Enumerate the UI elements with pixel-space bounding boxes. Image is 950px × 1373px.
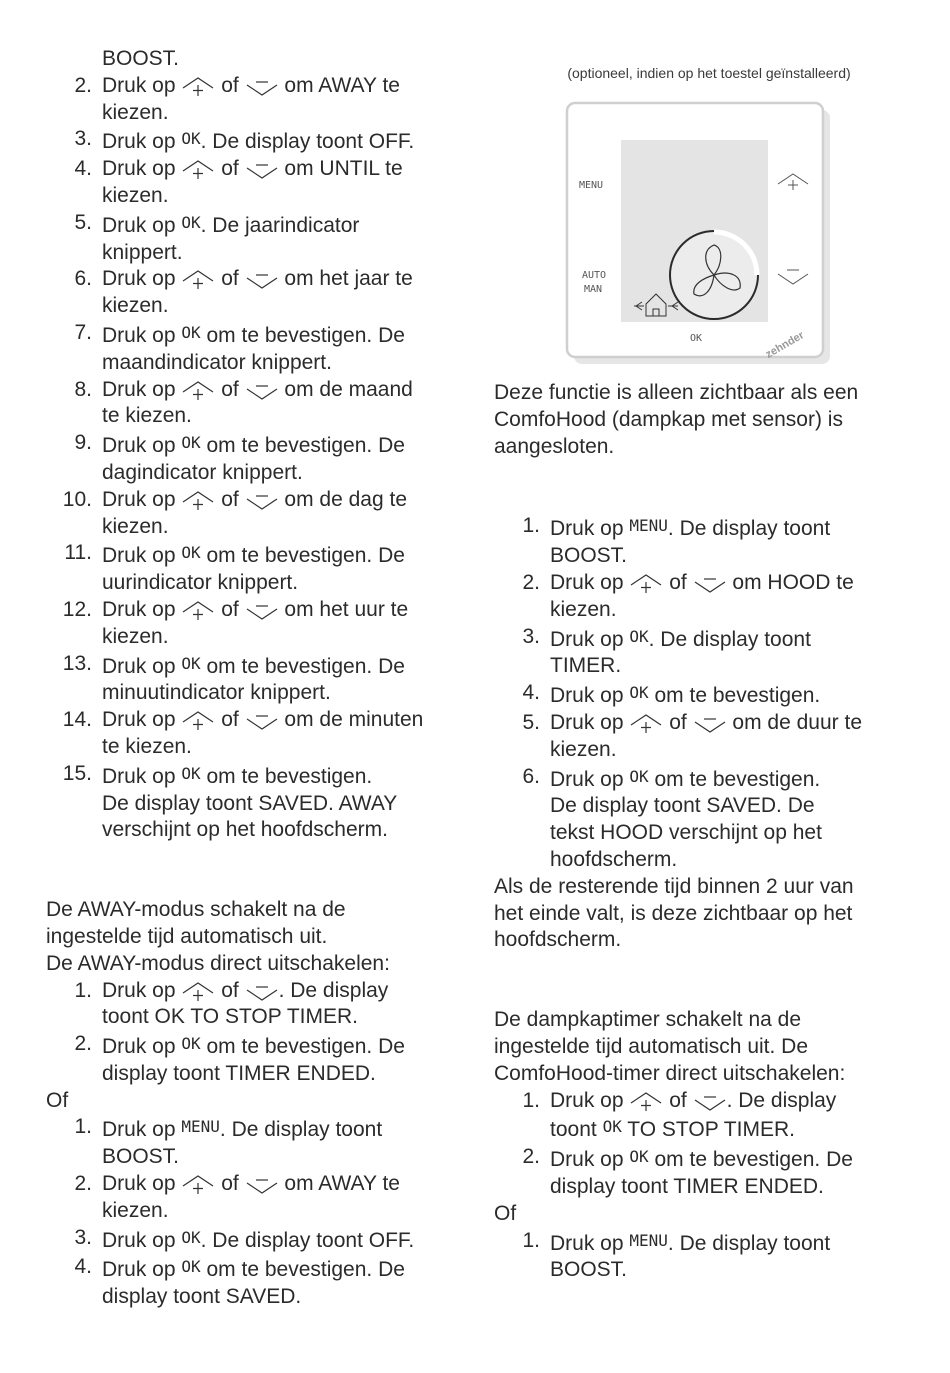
- down-arrow-icon: [245, 379, 279, 401]
- list-item: 12. Druk op of om het uur te kiezen.: [62, 597, 409, 648]
- down-arrow-icon: [245, 158, 279, 180]
- hood-steps: [494, 513, 904, 873]
- hood-timer-auto-off-text: De dampkaptimer schakelt na de ingestelde tijd automatisch uit. De ComfoHood-timer direct uitschakelen:: [494, 1008, 846, 1085]
- list-item: 1. Druk op of . De display toont OK TO STOP TIMER.: [522, 1088, 837, 1142]
- ok-key: OK: [181, 1227, 201, 1247]
- list-item: 4. Druk op of om UNTIL te kiezen.: [74, 157, 403, 207]
- ok-key: OK: [629, 626, 649, 646]
- list-item: 2. Druk op of om AWAY te kiezen.: [74, 73, 400, 124]
- ok-key: OK: [181, 653, 201, 673]
- ok-key: OK: [181, 322, 201, 342]
- ok-key: OK: [602, 1117, 622, 1137]
- down-arrow-icon: [245, 75, 279, 97]
- up-arrow-icon: [181, 709, 215, 731]
- or-text: Of: [46, 1088, 69, 1112]
- ok-key: OK: [181, 1034, 201, 1054]
- list-item: 6. Druk op of om het jaar te kiezen.: [74, 267, 413, 318]
- remaining-time-text: Als de resterende tijd binnen 2 uur van het einde valt, is deze zichtbaar op het hoofdscherm.: [494, 874, 854, 952]
- list-item: 1. Druk op MENU. De display toont BOOST.: [522, 514, 831, 568]
- list-item: 2. Druk op of om HOOD te kiezen.: [522, 570, 854, 621]
- up-arrow-icon: [181, 980, 215, 1002]
- up-arrow-icon: [181, 158, 215, 180]
- down-arrow-icon: [693, 712, 727, 734]
- up-arrow-icon: [181, 268, 215, 290]
- away-until-steps: [46, 46, 466, 844]
- up-arrow-icon: [629, 572, 663, 594]
- list-item: 7. Druk op OK om te bevestigen. De maandindicator knippert.: [74, 320, 405, 374]
- hood-stop-steps: [494, 1088, 904, 1201]
- list-item: 11. Druk op OK om te bevestigen. De uurindicator knippert.: [64, 541, 405, 595]
- list-item: 10. Druk op of om de dag te kiezen.: [62, 487, 408, 538]
- ok-button-label: OK: [690, 333, 703, 344]
- up-arrow-icon: [181, 379, 215, 401]
- or-text: Of: [494, 1201, 517, 1225]
- down-arrow-icon: [245, 268, 279, 290]
- ok-key: OK: [629, 1147, 649, 1167]
- list-item: 4. Druk op OK om te bevestigen.: [522, 681, 821, 708]
- ok-key: OK: [181, 129, 201, 149]
- list-item: 1. Druk op MENU. De display toont BOOST.: [522, 1228, 831, 1282]
- list-item: 5. Druk op of om de duur te kiezen.: [522, 710, 863, 761]
- ok-key: OK: [181, 763, 201, 783]
- list-item: 3. Druk op OK. De display toont TIMER.: [522, 624, 811, 678]
- list-item: 14. Druk op of om de minuten te kiezen.: [62, 708, 424, 758]
- list-item: 4. Druk op OK om te bevestigen. De display toont SAVED.: [74, 1255, 405, 1309]
- away-auto-off-text: De AWAY-modus schakelt na de ingestelde tijd automatisch uit. De AWAY-modus direct uitschakelen:: [46, 898, 390, 975]
- auto-button-label: AUTO: [582, 270, 607, 281]
- device-caption: (optioneel, indien op het toestel geïnstalleerd): [567, 65, 851, 81]
- list-item: 8. Druk op of om de maand te kiezen.: [74, 377, 413, 428]
- ok-key: OK: [181, 543, 201, 563]
- menu-key: MENU: [629, 516, 668, 536]
- ok-key: OK: [181, 212, 201, 232]
- up-arrow-icon: [629, 712, 663, 734]
- list-item: 5. Druk op OK. De jaarindicator knippert.: [74, 210, 360, 264]
- control-unit-illustration: [564, 100, 844, 370]
- list-item: 1. Druk op of . De display toont OK TO STOP TIMER.: [74, 978, 389, 1029]
- list-item: 13. Druk op OK om te bevestigen. De minuutindicator knippert.: [62, 651, 405, 705]
- down-arrow-icon: [693, 1090, 727, 1112]
- list-item: 6. Druk op OK om te bevestigen. De display toont SAVED. De tekst HOOD verschijnt op het hoofdscherm.: [522, 764, 822, 871]
- down-arrow-icon: [693, 572, 727, 594]
- down-arrow-icon: [245, 489, 279, 511]
- up-arrow-icon: [181, 489, 215, 511]
- up-arrow-icon: [629, 1090, 663, 1112]
- menu-key: MENU: [181, 1117, 220, 1137]
- list-item: 9. Druk op OK om te bevestigen. De dagindicator knippert.: [74, 431, 405, 484]
- down-arrow-icon: [245, 980, 279, 1002]
- down-arrow-icon: [245, 1173, 279, 1195]
- ok-key: OK: [181, 1257, 201, 1277]
- brand-logo: zehnder: [763, 329, 807, 361]
- list-item: 2. Druk op of om AWAY te kiezen.: [74, 1172, 400, 1222]
- list-item: BOOST.: [102, 47, 180, 70]
- list-item: 1. Druk op MENU. De display toont BOOST.: [74, 1115, 383, 1169]
- list-item: 2. Druk op OK om te bevestigen. De display toont TIMER ENDED.: [74, 1032, 405, 1085]
- down-arrow-icon: [245, 599, 279, 621]
- away-alt-steps: [46, 1114, 466, 1311]
- down-arrow-icon: [245, 709, 279, 731]
- up-arrow-icon: [181, 599, 215, 621]
- list-item: 3. Druk op OK. De display toont OFF.: [74, 127, 415, 154]
- ok-key: OK: [629, 683, 649, 703]
- away-stop-steps: [46, 978, 466, 1088]
- man-button-label: MAN: [584, 284, 603, 295]
- ok-key: OK: [181, 433, 201, 453]
- list-item: 2. Druk op OK om te bevestigen. De display toont TIMER ENDED.: [522, 1145, 853, 1198]
- comfohood-intro: Deze functie is alleen zichtbaar als een ComfoHood (dampkap met sensor) is aangesloten.: [494, 381, 859, 458]
- right-column: [494, 64, 904, 1284]
- up-arrow-icon: [181, 75, 215, 97]
- menu-button-label: MENU: [579, 180, 604, 191]
- up-arrow-icon: [181, 1173, 215, 1195]
- list-item: 3. Druk op OK. De display toont OFF.: [74, 1225, 415, 1252]
- menu-key: MENU: [629, 1230, 668, 1250]
- list-item: 15. Druk op OK om te bevestigen. De display toont SAVED. AWAY verschijnt op het hoofdscherm.: [62, 761, 398, 842]
- left-column: [46, 46, 466, 1311]
- ok-key: OK: [629, 766, 649, 786]
- hood-alt-steps: [494, 1228, 904, 1285]
